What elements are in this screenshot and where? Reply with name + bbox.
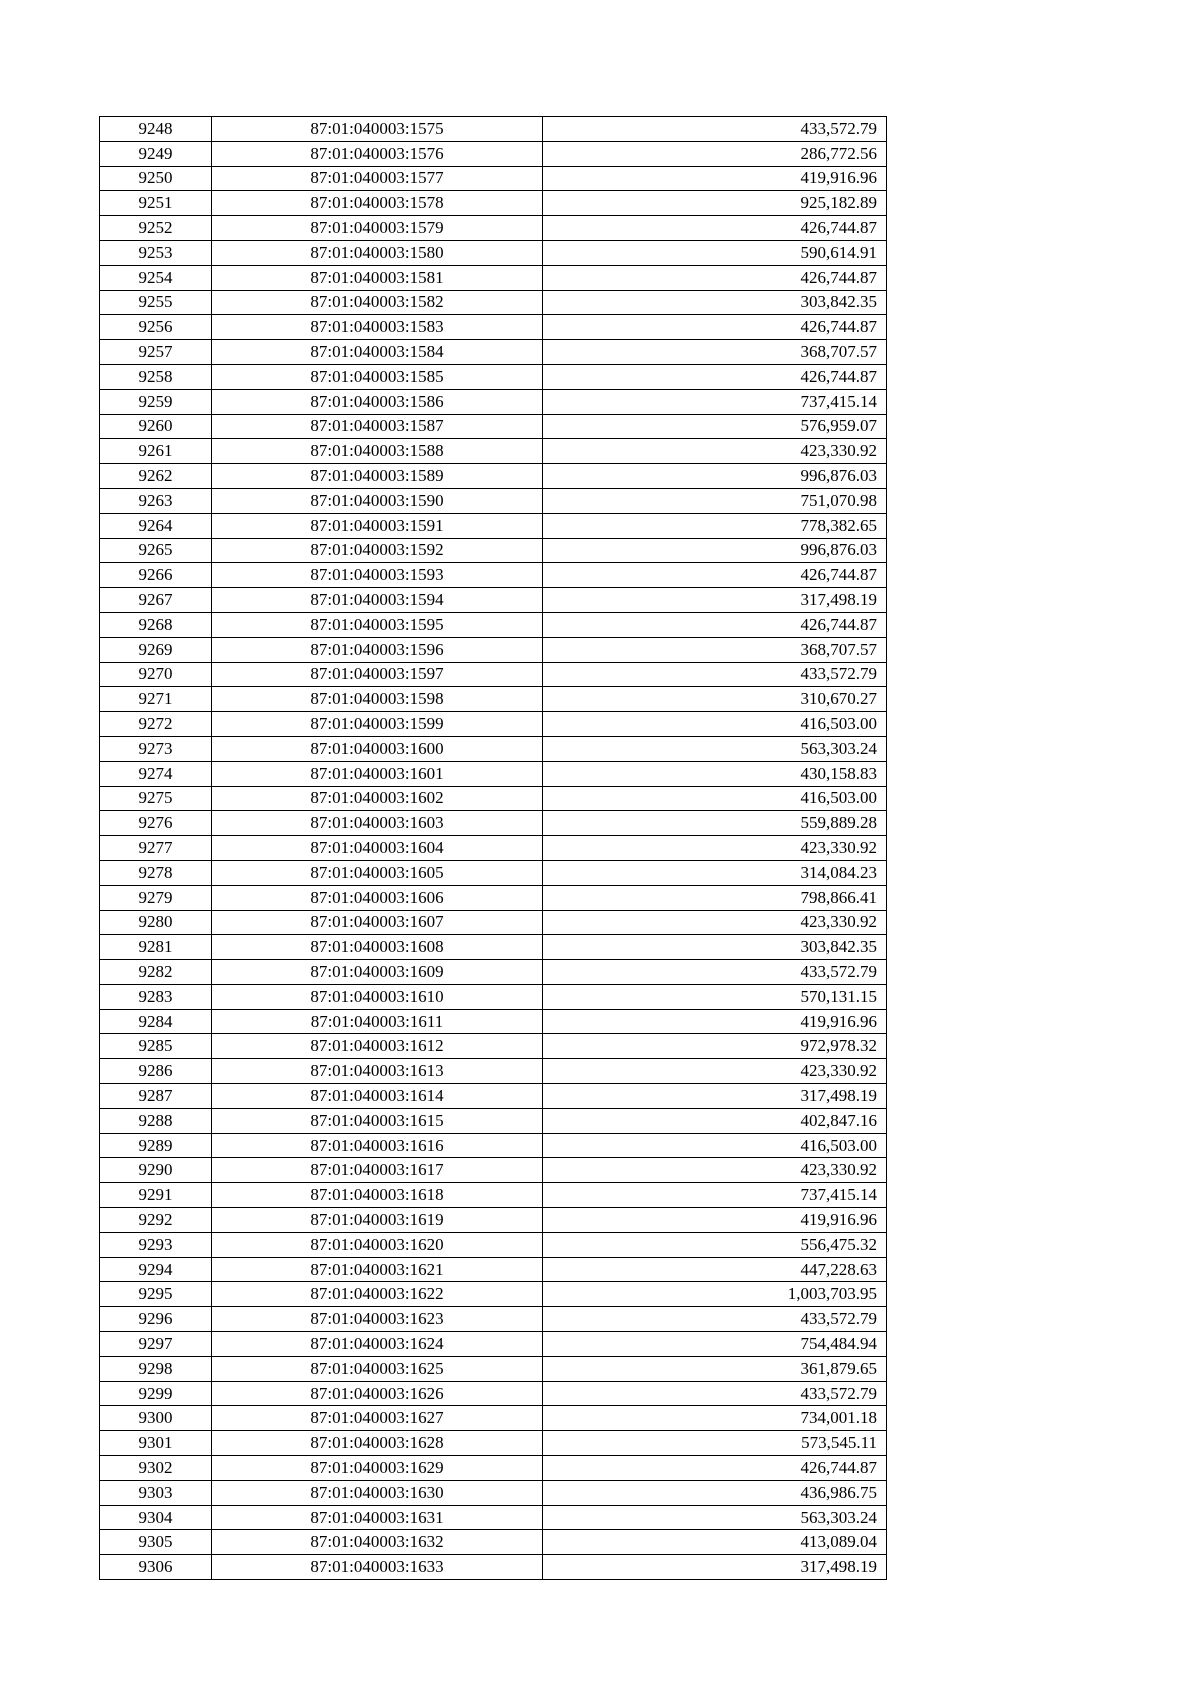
row-number-cell: 9253: [100, 240, 212, 265]
row-number-cell: 9252: [100, 216, 212, 241]
row-number-cell: 9258: [100, 364, 212, 389]
row-number-cell: 9281: [100, 935, 212, 960]
table-row: [100, 191, 887, 216]
row-number-cell: 9282: [100, 960, 212, 985]
value-cell: 310,670.27: [543, 687, 887, 712]
table-row: [100, 885, 887, 910]
value-cell: 737,415.14: [543, 389, 887, 414]
row-number-cell: 9260: [100, 414, 212, 439]
cadastral-number-cell: 87:01:040003:1586: [212, 389, 543, 414]
cadastral-number-cell: 87:01:040003:1599: [212, 712, 543, 737]
row-number-cell: 9255: [100, 290, 212, 315]
table-row: [100, 414, 887, 439]
table-row: [100, 712, 887, 737]
table-row: [100, 1009, 887, 1034]
value-cell: 576,959.07: [543, 414, 887, 439]
row-number-cell: 9304: [100, 1505, 212, 1530]
cadastral-number-cell: 87:01:040003:1583: [212, 315, 543, 340]
table-row: [100, 563, 887, 588]
table-row: [100, 935, 887, 960]
row-number-cell: 9267: [100, 588, 212, 613]
row-number-cell: 9257: [100, 340, 212, 365]
row-number-cell: 9254: [100, 265, 212, 290]
table-row: [100, 786, 887, 811]
cadastral-number-cell: 87:01:040003:1606: [212, 885, 543, 910]
cadastral-number-cell: 87:01:040003:1633: [212, 1555, 543, 1580]
cadastral-number-cell: 87:01:040003:1614: [212, 1084, 543, 1109]
row-number-cell: 9264: [100, 513, 212, 538]
row-number-cell: 9277: [100, 836, 212, 861]
row-number-cell: 9287: [100, 1084, 212, 1109]
value-cell: 563,303.24: [543, 1505, 887, 1530]
value-cell: 416,503.00: [543, 1133, 887, 1158]
table-row: [100, 389, 887, 414]
table-row: [100, 1183, 887, 1208]
table-row: [100, 687, 887, 712]
value-cell: 436,986.75: [543, 1480, 887, 1505]
cadastral-number-cell: 87:01:040003:1578: [212, 191, 543, 216]
value-cell: 996,876.03: [543, 464, 887, 489]
value-cell: 423,330.92: [543, 836, 887, 861]
value-cell: 426,744.87: [543, 364, 887, 389]
value-cell: 996,876.03: [543, 538, 887, 563]
table-row: [100, 1406, 887, 1431]
cadastral-number-cell: 87:01:040003:1615: [212, 1108, 543, 1133]
row-number-cell: 9278: [100, 860, 212, 885]
value-cell: 317,498.19: [543, 1084, 887, 1109]
table-row: [100, 637, 887, 662]
value-cell: 1,003,703.95: [543, 1282, 887, 1307]
table-row: [100, 216, 887, 241]
value-cell: 972,978.32: [543, 1034, 887, 1059]
cadastral-number-cell: 87:01:040003:1580: [212, 240, 543, 265]
cadastral-number-cell: 87:01:040003:1627: [212, 1406, 543, 1431]
cadastral-number-cell: 87:01:040003:1579: [212, 216, 543, 241]
cadastral-number-cell: 87:01:040003:1598: [212, 687, 543, 712]
table-row: [100, 439, 887, 464]
row-number-cell: 9284: [100, 1009, 212, 1034]
value-cell: 590,614.91: [543, 240, 887, 265]
value-cell: 423,330.92: [543, 1059, 887, 1084]
cadastral-number-cell: 87:01:040003:1610: [212, 984, 543, 1009]
table-row: [100, 117, 887, 142]
table-row: [100, 265, 887, 290]
cadastral-number-cell: 87:01:040003:1601: [212, 761, 543, 786]
cadastral-number-cell: 87:01:040003:1593: [212, 563, 543, 588]
cadastral-number-cell: 87:01:040003:1611: [212, 1009, 543, 1034]
value-cell: 751,070.98: [543, 488, 887, 513]
cadastral-number-cell: 87:01:040003:1581: [212, 265, 543, 290]
cadastral-number-cell: 87:01:040003:1616: [212, 1133, 543, 1158]
value-cell: 433,572.79: [543, 1307, 887, 1332]
row-number-cell: 9286: [100, 1059, 212, 1084]
row-number-cell: 9293: [100, 1232, 212, 1257]
row-number-cell: 9302: [100, 1456, 212, 1481]
row-number-cell: 9275: [100, 786, 212, 811]
cadastral-number-cell: 87:01:040003:1625: [212, 1356, 543, 1381]
value-cell: 426,744.87: [543, 216, 887, 241]
cadastral-number-cell: 87:01:040003:1628: [212, 1431, 543, 1456]
cadastral-number-cell: 87:01:040003:1596: [212, 637, 543, 662]
row-number-cell: 9272: [100, 712, 212, 737]
table-row: [100, 811, 887, 836]
row-number-cell: 9280: [100, 910, 212, 935]
table-row: [100, 1530, 887, 1555]
table-row: [100, 1356, 887, 1381]
table-row: [100, 761, 887, 786]
value-cell: 286,772.56: [543, 141, 887, 166]
cadastral-number-cell: 87:01:040003:1582: [212, 290, 543, 315]
row-number-cell: 9271: [100, 687, 212, 712]
row-number-cell: 9263: [100, 488, 212, 513]
cadastral-number-cell: 87:01:040003:1618: [212, 1183, 543, 1208]
table-row: [100, 464, 887, 489]
cadastral-number-cell: 87:01:040003:1605: [212, 860, 543, 885]
row-number-cell: 9298: [100, 1356, 212, 1381]
cadastral-number-cell: 87:01:040003:1603: [212, 811, 543, 836]
value-cell: 423,330.92: [543, 910, 887, 935]
cadastral-number-cell: 87:01:040003:1577: [212, 166, 543, 191]
cadastral-number-cell: 87:01:040003:1600: [212, 736, 543, 761]
row-number-cell: 9292: [100, 1208, 212, 1233]
value-cell: 402,847.16: [543, 1108, 887, 1133]
row-number-cell: 9276: [100, 811, 212, 836]
value-cell: 413,089.04: [543, 1530, 887, 1555]
row-number-cell: 9269: [100, 637, 212, 662]
value-cell: 433,572.79: [543, 1381, 887, 1406]
table-row: [100, 1257, 887, 1282]
table-row: [100, 1332, 887, 1357]
value-cell: 426,744.87: [543, 1456, 887, 1481]
row-number-cell: 9259: [100, 389, 212, 414]
value-cell: 573,545.11: [543, 1431, 887, 1456]
cadastral-number-cell: 87:01:040003:1630: [212, 1480, 543, 1505]
table-row: [100, 1480, 887, 1505]
cadastral-number-cell: 87:01:040003:1594: [212, 588, 543, 613]
value-cell: 433,572.79: [543, 662, 887, 687]
cadastral-number-cell: 87:01:040003:1597: [212, 662, 543, 687]
table-row: [100, 1158, 887, 1183]
table-body: [100, 117, 887, 1580]
cadastral-number-cell: 87:01:040003:1590: [212, 488, 543, 513]
row-number-cell: 9306: [100, 1555, 212, 1580]
row-number-cell: 9261: [100, 439, 212, 464]
value-cell: 778,382.65: [543, 513, 887, 538]
row-number-cell: 9295: [100, 1282, 212, 1307]
cadastral-number-cell: 87:01:040003:1632: [212, 1530, 543, 1555]
row-number-cell: 9273: [100, 736, 212, 761]
cadastral-number-cell: 87:01:040003:1619: [212, 1208, 543, 1233]
cadastral-number-cell: 87:01:040003:1604: [212, 836, 543, 861]
table-row: [100, 1307, 887, 1332]
table-row: [100, 1034, 887, 1059]
cadastral-number-cell: 87:01:040003:1576: [212, 141, 543, 166]
value-cell: 426,744.87: [543, 265, 887, 290]
table-row: [100, 836, 887, 861]
row-number-cell: 9279: [100, 885, 212, 910]
row-number-cell: 9305: [100, 1530, 212, 1555]
row-number-cell: 9301: [100, 1431, 212, 1456]
row-number-cell: 9290: [100, 1158, 212, 1183]
table-row: [100, 290, 887, 315]
cadastral-value-table: [99, 116, 887, 1580]
value-cell: 925,182.89: [543, 191, 887, 216]
cadastral-number-cell: 87:01:040003:1602: [212, 786, 543, 811]
cadastral-number-cell: 87:01:040003:1617: [212, 1158, 543, 1183]
cadastral-number-cell: 87:01:040003:1629: [212, 1456, 543, 1481]
cadastral-number-cell: 87:01:040003:1608: [212, 935, 543, 960]
value-cell: 559,889.28: [543, 811, 887, 836]
value-cell: 426,744.87: [543, 563, 887, 588]
table-row: [100, 1059, 887, 1084]
value-cell: 368,707.57: [543, 340, 887, 365]
cadastral-number-cell: 87:01:040003:1623: [212, 1307, 543, 1332]
cadastral-number-cell: 87:01:040003:1607: [212, 910, 543, 935]
row-number-cell: 9291: [100, 1183, 212, 1208]
row-number-cell: 9268: [100, 612, 212, 637]
table-row: [100, 1208, 887, 1233]
cadastral-number-cell: 87:01:040003:1589: [212, 464, 543, 489]
value-cell: 423,330.92: [543, 1158, 887, 1183]
value-cell: 303,842.35: [543, 935, 887, 960]
value-cell: 798,866.41: [543, 885, 887, 910]
table-row: [100, 984, 887, 1009]
table-row: [100, 1456, 887, 1481]
value-cell: 416,503.00: [543, 712, 887, 737]
value-cell: 314,084.23: [543, 860, 887, 885]
row-number-cell: 9297: [100, 1332, 212, 1357]
row-number-cell: 9266: [100, 563, 212, 588]
table-row: [100, 1505, 887, 1530]
cadastral-number-cell: 87:01:040003:1588: [212, 439, 543, 464]
cadastral-number-cell: 87:01:040003:1631: [212, 1505, 543, 1530]
table-row: [100, 588, 887, 613]
cadastral-number-cell: 87:01:040003:1626: [212, 1381, 543, 1406]
row-number-cell: 9256: [100, 315, 212, 340]
value-cell: 419,916.96: [543, 166, 887, 191]
table-row: [100, 315, 887, 340]
row-number-cell: 9288: [100, 1108, 212, 1133]
value-cell: 734,001.18: [543, 1406, 887, 1431]
table-row: [100, 141, 887, 166]
table-row: [100, 960, 887, 985]
cadastral-number-cell: 87:01:040003:1592: [212, 538, 543, 563]
table-row: [100, 860, 887, 885]
table-row: [100, 910, 887, 935]
table-row: [100, 662, 887, 687]
row-number-cell: 9289: [100, 1133, 212, 1158]
row-number-cell: 9300: [100, 1406, 212, 1431]
row-number-cell: 9294: [100, 1257, 212, 1282]
cadastral-number-cell: 87:01:040003:1595: [212, 612, 543, 637]
row-number-cell: 9262: [100, 464, 212, 489]
cadastral-number-cell: 87:01:040003:1613: [212, 1059, 543, 1084]
table-row: [100, 1108, 887, 1133]
table-row: [100, 513, 887, 538]
table-row: [100, 538, 887, 563]
table-row: [100, 1084, 887, 1109]
row-number-cell: 9299: [100, 1381, 212, 1406]
row-number-cell: 9248: [100, 117, 212, 142]
value-cell: 317,498.19: [543, 588, 887, 613]
table-row: [100, 1232, 887, 1257]
row-number-cell: 9249: [100, 141, 212, 166]
value-cell: 447,228.63: [543, 1257, 887, 1282]
value-cell: 361,879.65: [543, 1356, 887, 1381]
value-cell: 737,415.14: [543, 1183, 887, 1208]
row-number-cell: 9283: [100, 984, 212, 1009]
cadastral-number-cell: 87:01:040003:1591: [212, 513, 543, 538]
row-number-cell: 9303: [100, 1480, 212, 1505]
cadastral-number-cell: 87:01:040003:1620: [212, 1232, 543, 1257]
cadastral-number-cell: 87:01:040003:1624: [212, 1332, 543, 1357]
value-cell: 416,503.00: [543, 786, 887, 811]
cadastral-number-cell: 87:01:040003:1609: [212, 960, 543, 985]
value-cell: 754,484.94: [543, 1332, 887, 1357]
table-row: [100, 736, 887, 761]
row-number-cell: 9270: [100, 662, 212, 687]
value-cell: 419,916.96: [543, 1208, 887, 1233]
cadastral-number-cell: 87:01:040003:1585: [212, 364, 543, 389]
cadastral-number-cell: 87:01:040003:1575: [212, 117, 543, 142]
table-row: [100, 612, 887, 637]
table-row: [100, 166, 887, 191]
table-row: [100, 1133, 887, 1158]
value-cell: 426,744.87: [543, 315, 887, 340]
row-number-cell: 9250: [100, 166, 212, 191]
row-number-cell: 9251: [100, 191, 212, 216]
table-row: [100, 364, 887, 389]
value-cell: 430,158.83: [543, 761, 887, 786]
value-cell: 556,475.32: [543, 1232, 887, 1257]
value-cell: 563,303.24: [543, 736, 887, 761]
value-cell: 433,572.79: [543, 117, 887, 142]
value-cell: 419,916.96: [543, 1009, 887, 1034]
cadastral-number-cell: 87:01:040003:1622: [212, 1282, 543, 1307]
row-number-cell: 9285: [100, 1034, 212, 1059]
value-cell: 423,330.92: [543, 439, 887, 464]
cadastral-number-cell: 87:01:040003:1621: [212, 1257, 543, 1282]
row-number-cell: 9274: [100, 761, 212, 786]
row-number-cell: 9296: [100, 1307, 212, 1332]
value-cell: 317,498.19: [543, 1555, 887, 1580]
cadastral-number-cell: 87:01:040003:1587: [212, 414, 543, 439]
cadastral-number-cell: 87:01:040003:1584: [212, 340, 543, 365]
table-row: [100, 1381, 887, 1406]
value-cell: 368,707.57: [543, 637, 887, 662]
cadastral-number-cell: 87:01:040003:1612: [212, 1034, 543, 1059]
table-row: [100, 1555, 887, 1580]
table-row: [100, 240, 887, 265]
table-row: [100, 340, 887, 365]
value-cell: 426,744.87: [543, 612, 887, 637]
value-cell: 570,131.15: [543, 984, 887, 1009]
table-row: [100, 488, 887, 513]
value-cell: 433,572.79: [543, 960, 887, 985]
value-cell: 303,842.35: [543, 290, 887, 315]
table-row: [100, 1282, 887, 1307]
row-number-cell: 9265: [100, 538, 212, 563]
table-row: [100, 1431, 887, 1456]
